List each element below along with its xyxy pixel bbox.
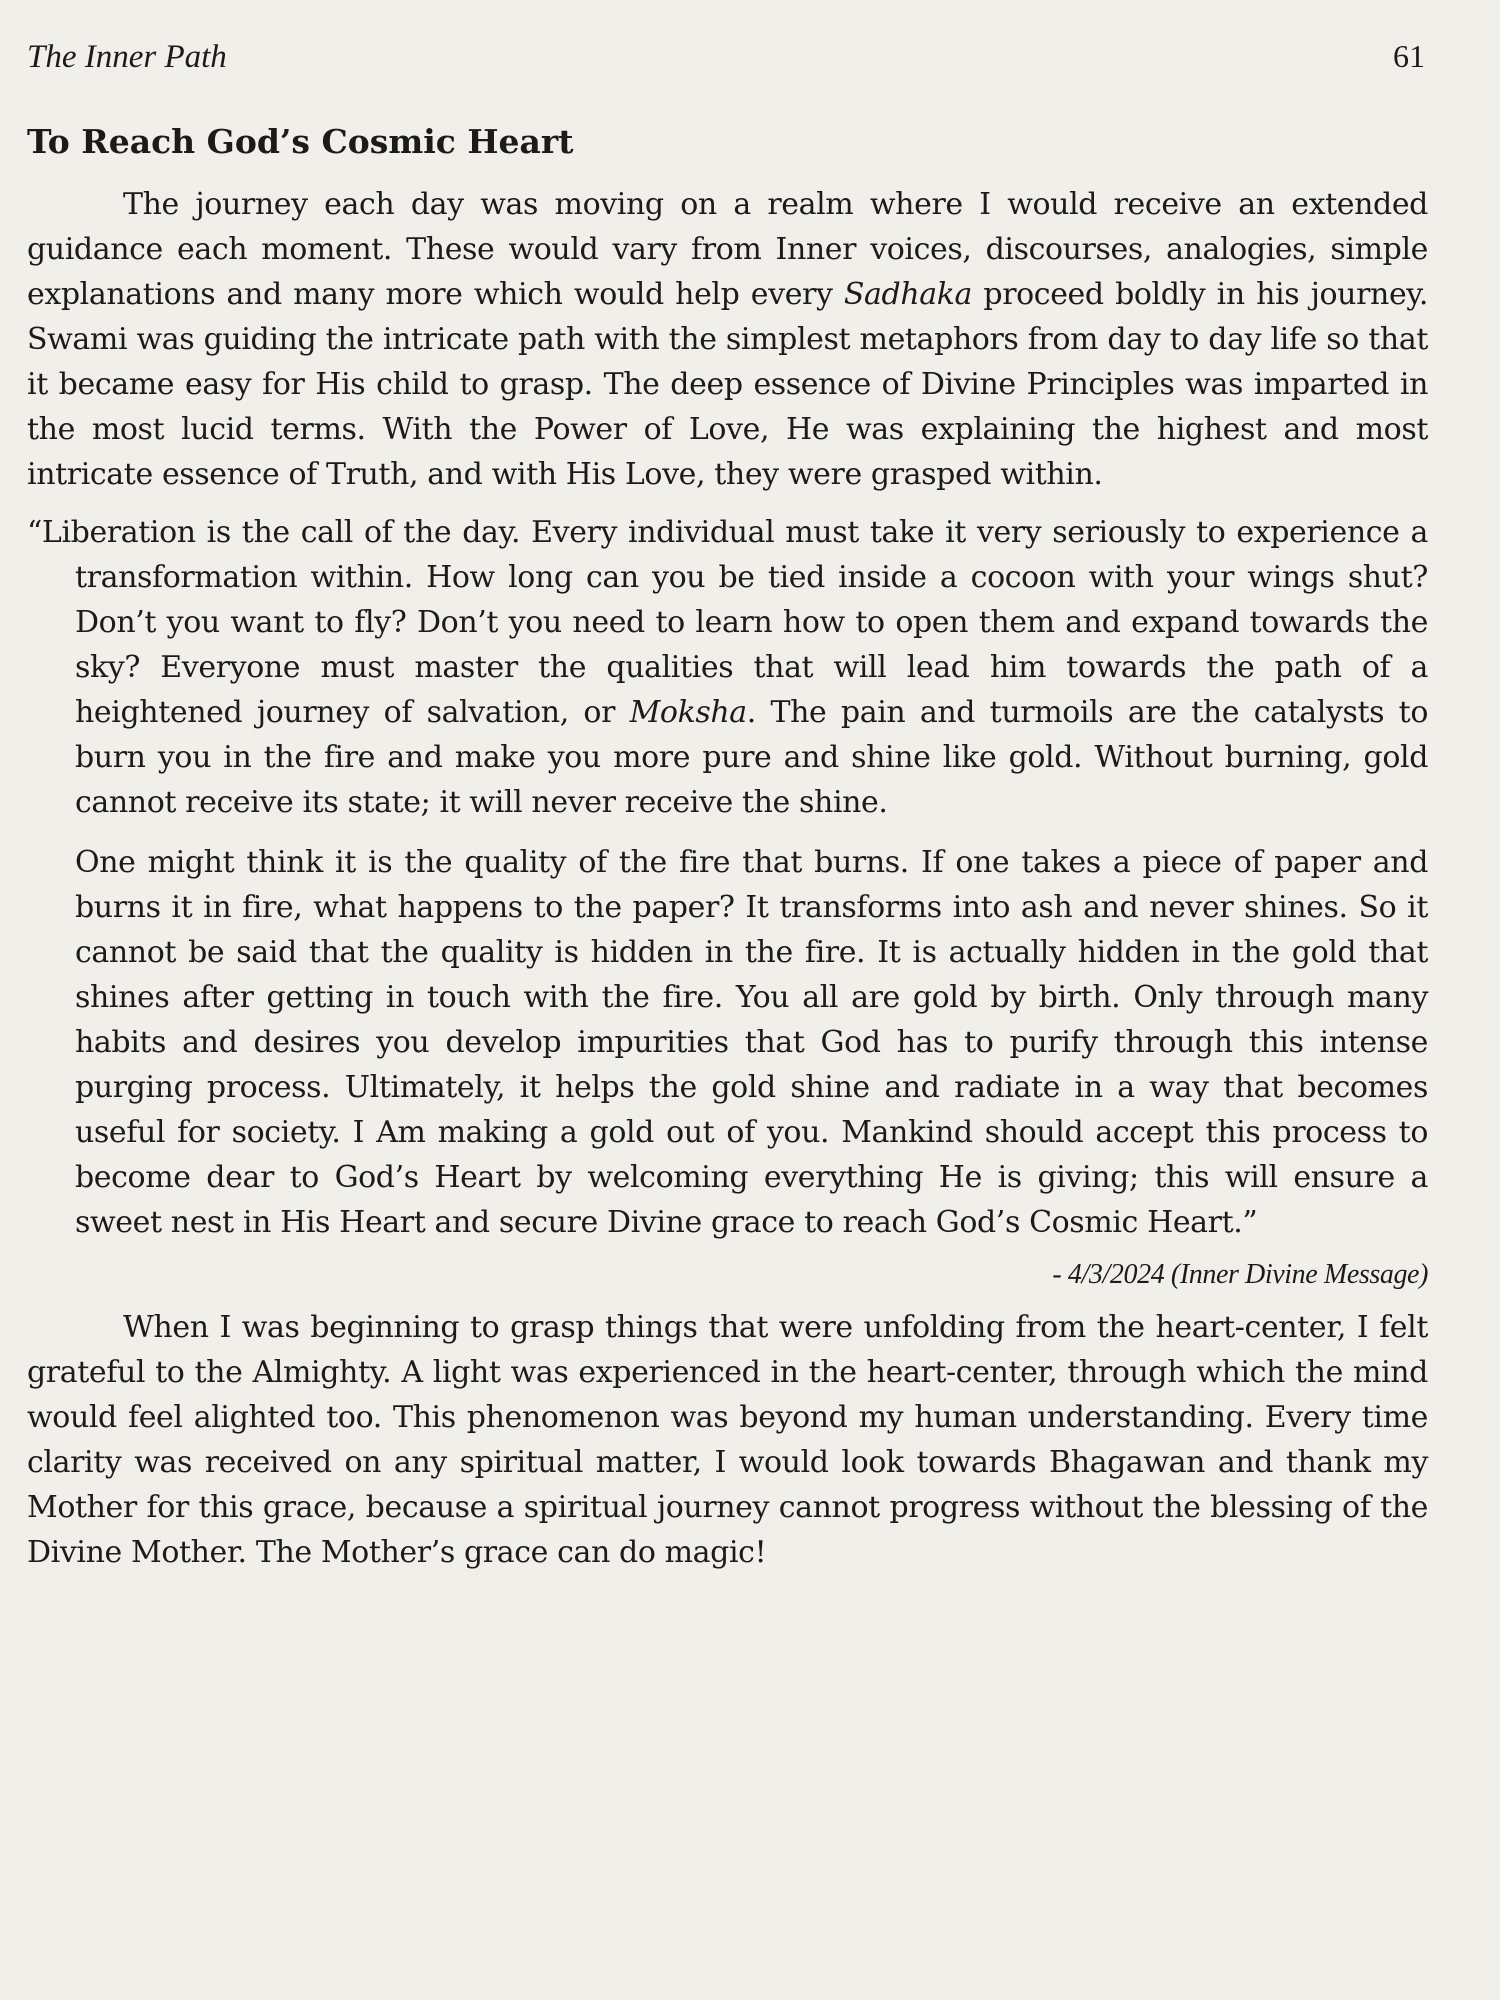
paragraph-intro: The journey each day was moving on a realm where I would receive an extended guidance each moment. These would vary from Inner voices, discourses, analogies, simple explanations and many more which would help every Sadhaka proceed boldly in his journey. Swami was guiding the intricate path with the simplest metaphors from day to day life so that it became easy for His child to grasp. The deep essence of Divine Principles was imparted in the most lucid terms. With the Power of Love, He was explaining the highest and most intricate essence of Truth, and with His Love, they were grasped within. [27, 187, 1428, 492]
section-title: To Reach God’s Cosmic Heart [27, 122, 574, 161]
paragraph-closing: When I was beginning to grasp things that were unfolding from the heart-center, I felt grateful to the Almighty. A light was experienced in the heart-center, through which the mind would feel alighted too. This phenomenon was beyond my human understanding. Every time clarity was received on any spiritual matter, I would look towards Bhagawan and thank my Mother for this grace, because a spiritual journey cannot progress without the blessing of the Divine Mother. The Mother’s grace can do magic! [27, 1310, 1428, 1570]
page-number: 61 [1393, 38, 1425, 74]
page-header [27, 38, 1428, 82]
term-moksha: Moksha [629, 695, 747, 730]
quote-paragraph-1: “Liberation is the call of the day. Every individual must take it very seriously to experience a transformation within. How long can you be tied inside a cocoon with your wings shut? Don’t you want to fly? Don’t you need to learn how to open them and expand towards the sky? Everyone must master the qualities that will lead him towards the path of a heightened journey of salvation, or Moksha. The pain and turmoils are the catalysts to burn you in the fire and make you more pure and shine like gold. Without burning, gold cannot receive its state; it will never receive the shine. [27, 515, 1428, 820]
quote-attribution: - 4/3/2024 (Inner Divine Message) [1052, 1259, 1428, 1290]
running-title: The Inner Path [27, 39, 227, 75]
quote-paragraph-2: One might think it is the quality of the fire that burns. If one takes a piece of paper and burns it in fire, what happens to the paper? It transforms into ash and never shines. So it cannot be said that the quality is hidden in the fire. It is actually hidden in the gold that shines after getting in touch with the fire. You all are gold by birth. Only through many habits and desires you develop impurities that God has to purify through this intense purging process. Ultimately, it helps the gold shine and radiate in a way that becomes useful for society. I Am making a gold out of you. Mankind should accept this process to become dear to God’s Heart by welcoming everything He is giving; this will ensure a sweet nest in His Heart and secure Divine grace to reach God’s Cosmic Heart.” [75, 845, 1428, 1240]
body-text [27, 182, 1428, 1575]
term-sadhaka: Sadhaka [843, 277, 973, 312]
